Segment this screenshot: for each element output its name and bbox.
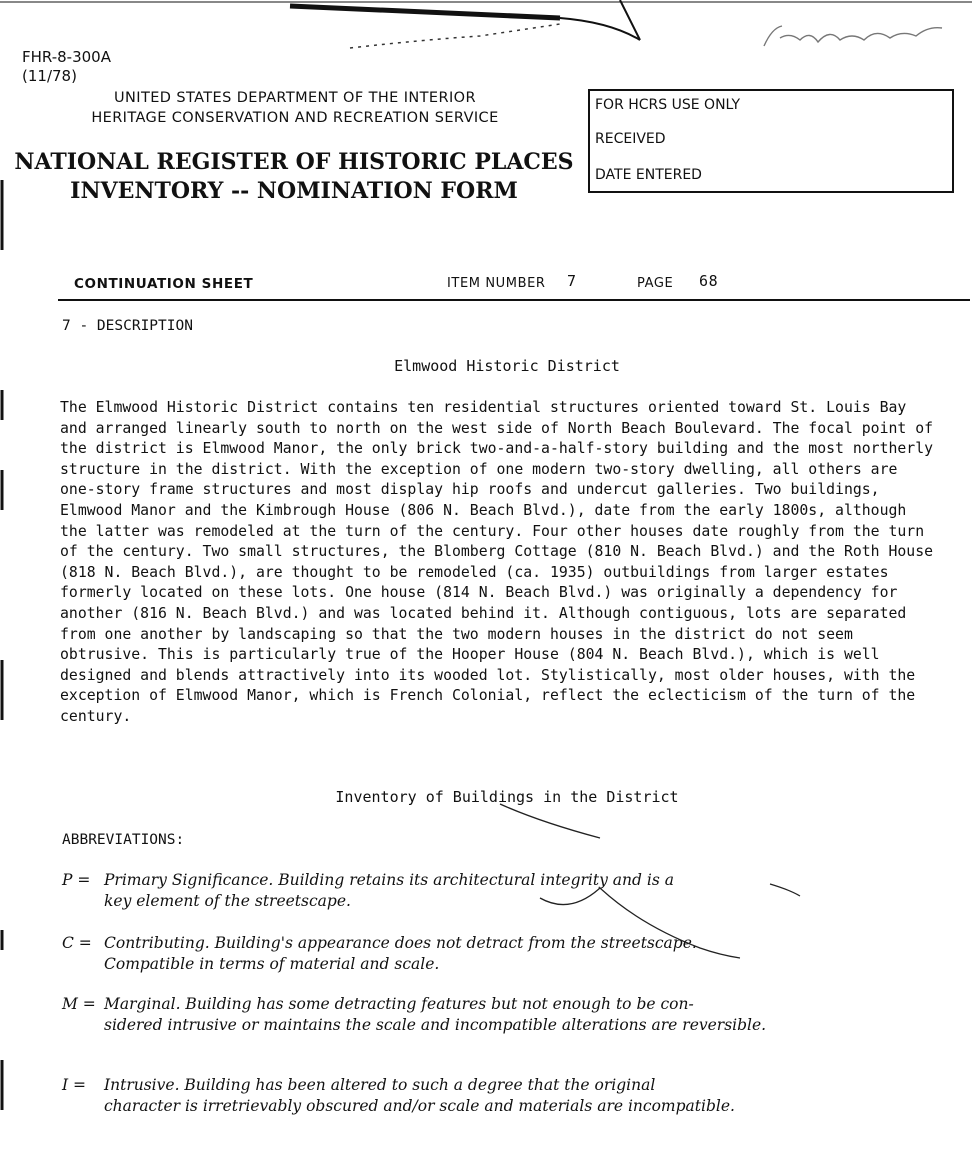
abbreviation-code: P = [62, 871, 91, 889]
hcrs-box-heading: FOR HCRS USE ONLY [595, 97, 741, 113]
abbreviation-continuation: character is irretrievably obscured and/or scale and materials are incompatible. [104, 1097, 735, 1115]
abbreviation-continuation: key element of the streetscape. [104, 892, 351, 910]
agency-heading [60, 88, 530, 128]
form-title [14, 148, 574, 206]
left-margin-marks [0, 0, 12, 1162]
agency-line-1: UNITED STATES DEPARTMENT OF THE INTERIOR [114, 90, 476, 106]
abbreviation-continuation: sidered intrusive or maintains the scale and incompatible alterations are reversible. [104, 1016, 767, 1034]
abbreviations-heading: ABBREVIATIONS: [62, 832, 185, 848]
abbreviation-intrusive [62, 1075, 942, 1117]
form-code [22, 48, 111, 86]
hcrs-use-box [588, 89, 954, 193]
description-paragraph: The Elmwood Historic District contains ten residential structures oriented toward St. Louis Bay and arranged linearly south to north on the west side of North Beach Boulevard. The focal point of the district is Elmwood Manor, the only brick two-and-a-half-story building and the most northerly structure in the district. With the exception of one modern two-story dwelling, all others are one-story frame structures and most display hip roofs and undercut galleries. Two buildings, Elmwood Manor and the Kimbrough House (806 N. Beach Blvd.), date from the early 1800s, although the latter was remodeled at the turn of the century. Four other houses date roughly from the turn of the century. Two small structures, the Blomberg Cottage (810 N. Beach Blvd.) and the Roth House (818 N. Beach Blvd.), are thought to be remodeled (ca. 1935) outbuildings from larger estates formerly located on these lots. One house (814 N. Beach Blvd.) was originally a dependency for another (816 N. Beach Blvd.) and was located behind it. Although contiguous, lots are separated from one another by landscaping so that the two modern houses in the district do not seem obtrusive. This is particularly true of the Hooper House (804 N. Beach Blvd.), which is well designed and blends attractively into its wooded lot. Stylistically, most older houses, with the exception of Elmwood Manor, which is French Colonial, reflect the eclecticism of the turn of the century. [60, 399, 934, 725]
agency-line-2: HERITAGE CONSERVATION AND RECREATION SERVICE [91, 110, 499, 126]
form-number: FHR-8-300A [22, 48, 111, 66]
form-title-line-2: INVENTORY -- NOMINATION FORM [70, 178, 518, 204]
abbreviation-marginal [62, 994, 942, 1036]
form-date: (11/78) [22, 67, 77, 85]
continuation-sheet-label: CONTINUATION SHEET [74, 276, 254, 292]
abbreviation-text: Contributing. Building's appearance does not detract from the streetscape. [104, 934, 697, 952]
abbreviation-text: Intrusive. Building has been altered to such a degree that the original [104, 1076, 656, 1094]
abbreviation-code: M = [62, 995, 96, 1013]
page-label: PAGE [637, 276, 674, 291]
handwritten-annotation [760, 18, 950, 52]
abbreviation-text: Marginal. Building has some detracting features but not enough to be con- [104, 995, 694, 1013]
section-heading: 7 - DESCRIPTION [62, 318, 193, 334]
abbreviation-text: Primary Significance. Building retains its architectural integrity and is a [104, 871, 674, 889]
page-value: 68 [699, 272, 719, 290]
district-title: Elmwood Historic District [394, 357, 620, 375]
inventory-title: Inventory of Buildings in the District [335, 788, 679, 806]
hcrs-date-entered-label: DATE ENTERED [595, 167, 702, 183]
item-number-value: 7 [567, 272, 577, 290]
abbreviation-continuation: Compatible in terms of material and scale. [104, 955, 440, 973]
form-title-line-1: NATIONAL REGISTER OF HISTORIC PLACES [14, 149, 574, 175]
abbreviation-code: C = [62, 934, 92, 952]
pen-marks [0, 780, 972, 980]
hcrs-received-label: RECEIVED [595, 131, 666, 147]
item-number-label: ITEM NUMBER [447, 276, 546, 291]
header-rule [58, 299, 970, 301]
abbreviation-code: I = [62, 1076, 87, 1094]
